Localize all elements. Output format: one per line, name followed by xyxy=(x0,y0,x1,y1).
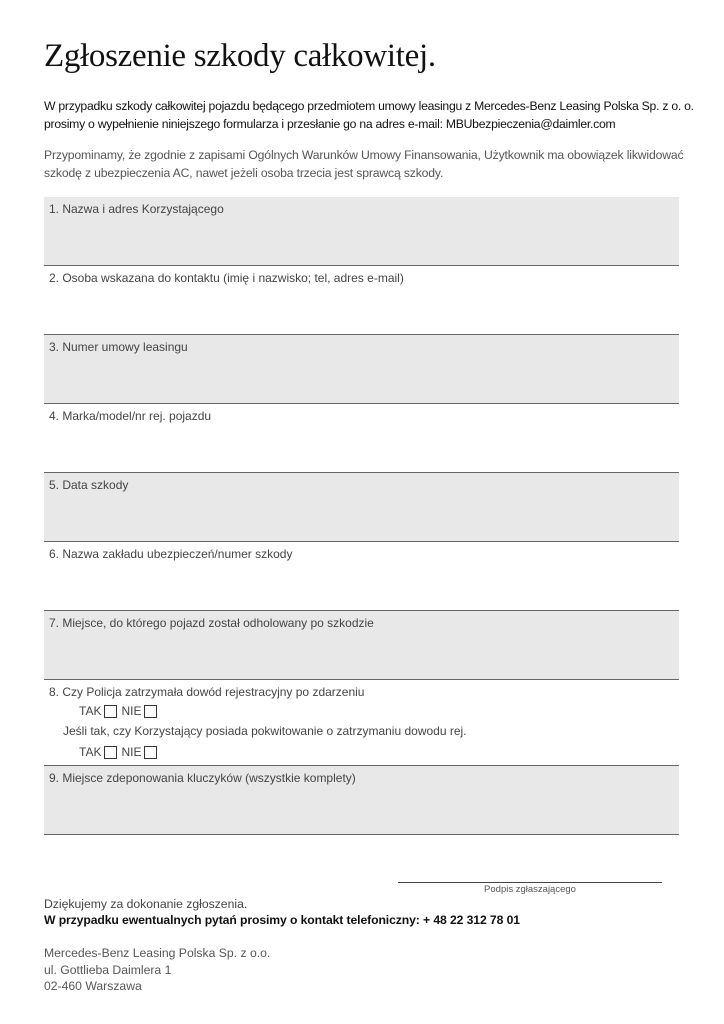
reminder-line-1: Przypominamy, że zgodnie z zapisami Ogólnych Warunków Umowy Finansowania, Użytkownik ma obowiązek likwidować xyxy=(44,148,684,162)
yes-label: TAK xyxy=(79,745,102,759)
company-name: Mercedes-Benz Leasing Polska Sp. z o.o. xyxy=(44,946,271,960)
field-label: 4. Marka/model/nr rej. pojazdu xyxy=(49,409,212,423)
police-question-options xyxy=(79,704,161,718)
company-address xyxy=(44,945,270,995)
intro-text xyxy=(44,97,694,133)
field-damage-date[interactable] xyxy=(44,473,679,542)
field-vehicle-info[interactable] xyxy=(44,404,679,473)
company-street: ul. Gottlieba Daimlera 1 xyxy=(44,962,172,977)
no-label: NIE xyxy=(121,704,142,718)
field-towing-location[interactable] xyxy=(44,611,679,680)
reminder-text xyxy=(44,146,694,182)
page-title: Zgłoszenie szkody całkowitej. xyxy=(44,38,436,74)
thanks-text: Dziękujemy za dokonanie zgłoszenia. xyxy=(44,897,248,911)
intro-line-2: prosimy o wypełnienie niniejszego formularza i przesłanie go na adres e-mail: MBUbezpieczenia@daimler.com xyxy=(44,117,616,131)
field-label: 7. Miejsce, do którego pojazd został odholowany po szkodzie xyxy=(49,616,374,630)
field-contact-person[interactable] xyxy=(44,266,679,335)
field-label: 1. Nazwa i adres Korzystającego xyxy=(49,202,224,216)
reminder-line-2: szkodę z ubezpieczenia AC, nawet jeżeli osoba trzecia jest sprawcą szkody. xyxy=(44,166,444,180)
no-checkbox[interactable] xyxy=(144,746,157,759)
receipt-question-options xyxy=(79,745,161,759)
yes-label: TAK xyxy=(79,704,102,718)
field-label: 8. Czy Policja zatrzymała dowód rejestracyjny po zdarzeniu xyxy=(49,685,365,699)
yes-checkbox[interactable] xyxy=(104,705,117,718)
field-keys-location[interactable] xyxy=(44,766,679,835)
signature-label: Podpis zgłaszającego xyxy=(484,884,576,895)
field-label: 2. Osoba wskazana do kontaktu (imię i nazwisko; tel, adres e-mail) xyxy=(49,271,404,285)
field-label: 5. Data szkody xyxy=(49,478,129,492)
field-label: 6. Nazwa zakładu ubezpieczeń/numer szkody xyxy=(49,547,293,561)
field-police-retained-registration xyxy=(44,680,679,766)
field-label: 3. Numer umowy leasingu xyxy=(49,340,188,354)
field-lessee-name-address[interactable] xyxy=(44,197,679,266)
no-label: NIE xyxy=(121,745,142,759)
field-insurer-claim-number[interactable] xyxy=(44,542,679,611)
yes-checkbox[interactable] xyxy=(104,746,117,759)
contact-text: W przypadku ewentualnych pytań prosimy o kontakt telefoniczny: + 48 22 312 78 01 xyxy=(44,913,520,927)
company-city: 02-460 Warszawa xyxy=(44,979,142,993)
field-leasing-contract-number[interactable] xyxy=(44,335,679,404)
no-checkbox[interactable] xyxy=(144,705,157,718)
intro-line-1: W przypadku szkody całkowitej pojazdu będącego przedmiotem umowy leasingu z Mercedes-Benz Leasing Polska Sp. z o. o. xyxy=(44,99,694,113)
field-label: 9. Miejsce zdeponowania kluczyków (wszystkie komplety) xyxy=(49,771,356,785)
signature-line[interactable] xyxy=(398,882,662,883)
receipt-question: Jeśli tak, czy Korzystający posiada pokwitowanie o zatrzymaniu dowodu rej. xyxy=(63,724,467,738)
